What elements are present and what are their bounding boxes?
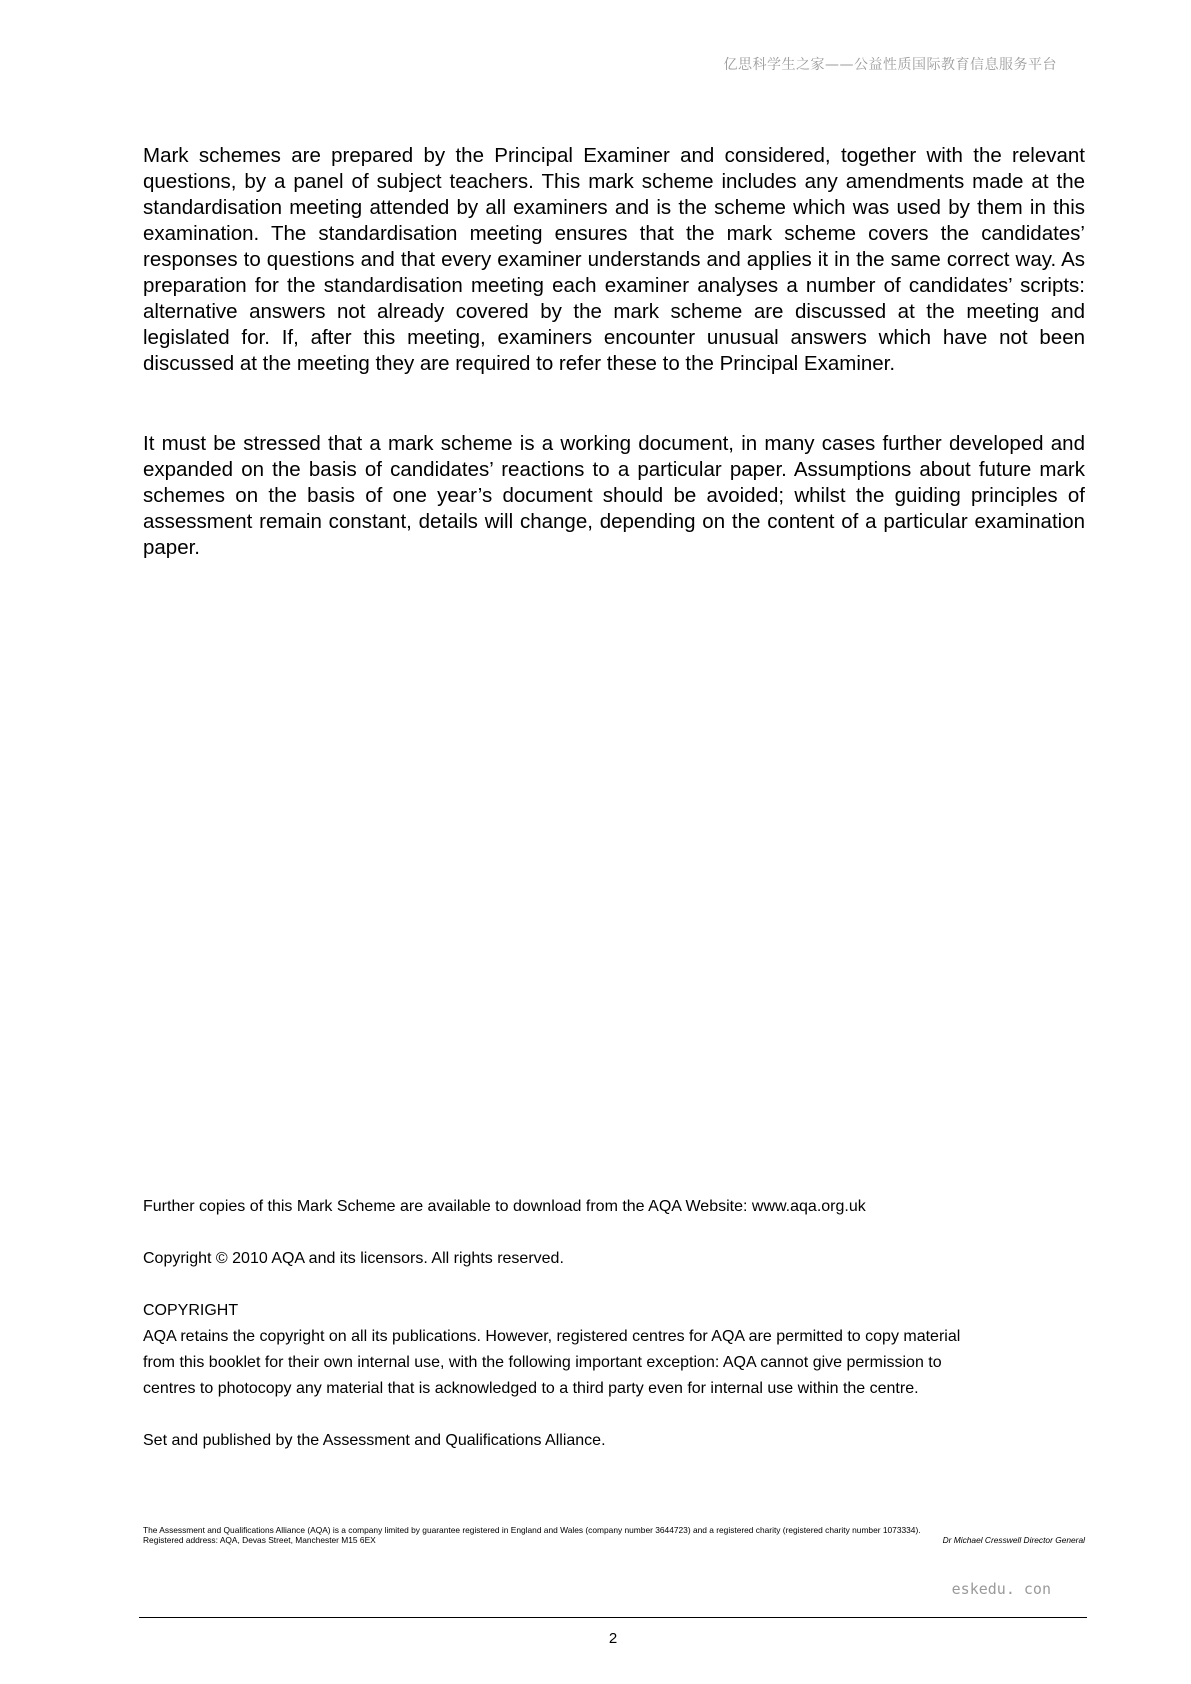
copyright-line: Copyright © 2010 AQA and its licensors. All rights reserved. [143, 1250, 564, 1267]
header-watermark-text: 亿思科学生之家——公益性质国际教育信息服务平台 [723, 57, 1057, 73]
site-watermark: eskedu. con [951, 1580, 1051, 1598]
director-general: Dr Michael Cresswell Director General [942, 1535, 1085, 1545]
mark-scheme-paragraph-2: It must be stressed that a mark scheme is a working document, in many cases further developed and expanded on the basis of candidates’ reactions to a particular paper. Assumptions about future mark schemes on the basis of one year’s document should be avoided; whilst the guiding principles of assessment remain constant, details will change, depending on the content of a particular examination paper. [143, 432, 1085, 559]
legal-company-line: The Assessment and Qualifications Alliance (AQA) is a company limited by guarantee registered in England and Wales (company number 3644723) and a registered charity (registered charity number 1073334). [143, 1525, 921, 1535]
page-number: 2 [608, 1630, 618, 1647]
further-copies-notice: Further copies of this Mark Scheme are available to download from the AQA Website: www.aqa.org.uk [143, 1198, 866, 1215]
mark-scheme-paragraph-1: Mark schemes are prepared by the Principal Examiner and considered, together with the relevant questions, by a panel of subject teachers. This mark scheme includes any amendments made at the standardisation meeting attended by all examiners and is the scheme which was used by them in this examination. The standardisation meeting ensures that the mark scheme covers the candidates’ responses to questions and that every examiner understands and applies it in the same correct way. As preparation for the standardisation meeting each examiner analyses a number of candidates’ scripts: alternative answers not already covered by the mark scheme are discussed at the meeting and legislated for. If, after this meeting, examiners encounter unusual answers which have not been discussed at the meeting they are required to refer these to the Principal Examiner. [143, 144, 1085, 375]
copyright-body-line: from this booklet for their own internal use, with the following important exception: AQA cannot give permission to [143, 1354, 942, 1371]
copyright-body-line: centres to photocopy any material that is acknowledged to a third party even for internal use within the centre. [143, 1380, 919, 1397]
registered-address: Registered address: AQA, Devas Street, Manchester M15 6EX [143, 1535, 376, 1545]
copyright-body-line: AQA retains the copyright on all its publications. However, registered centres for AQA are permitted to copy material [143, 1328, 961, 1345]
footer-divider [139, 1617, 1087, 1618]
published-by-line: Set and published by the Assessment and Qualifications Alliance. [143, 1432, 606, 1449]
copyright-heading: COPYRIGHT [143, 1302, 239, 1319]
